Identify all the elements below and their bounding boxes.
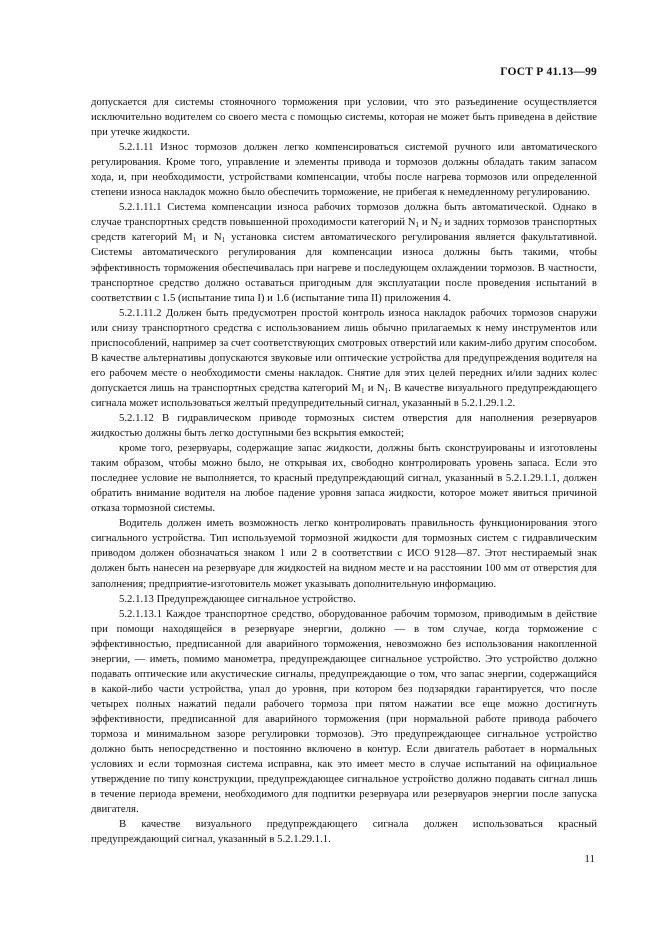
text-run: 5.2.1.12 В гидравлическом приводе тормозных систем отверстия для наполнения резервуаров жидкостью должны быть легко доступными без вскрытия емкостей;: [91, 411, 597, 440]
paragraph-driver-control: [91, 516, 597, 591]
text-run: 5.2.1.11.2 Должен быть предусмотрен простой контроль износа накладок рабочих тормозов снаружи или снизу транспортного средства с использованием лишь обычно прилагаемых к нему инструментов или приспособлений, например за счет соответствующих смотровых отверстий или каким-либо другим способом. В качестве альтернативы допускаются звуковые или оптические устройства для предупреждения водителя на его рабочем месте о необходимости смены накладок. Снятие для этих целей передних и/или задних колес допускается лишь на транспортных средства категорий M: [91, 306, 597, 394]
text-run: 5.2.1.11.1 Система компенсации износа рабочих тормозов должна быть автоматической. Однако в случае транспортных средств повышенной проходимости категорий N: [91, 201, 597, 229]
document-code-header: ГОСТ Р 41.13—99: [500, 66, 597, 78]
text-run: и задних тормозов транспортных средств категорий M: [91, 216, 597, 244]
text-run: допускается для системы стояночного торможения при условии, что это разъединение осуществляется исключительно водителем со своего места с помощью системы, которая не может быть приведена в действие при утечке жидкости.: [91, 96, 597, 139]
paragraph-5-2-1-13: [91, 592, 597, 607]
paragraph-5-2-1-11-2: [91, 306, 597, 411]
paragraph-continuation: [91, 95, 597, 140]
text-run: В качестве визуального предупреждающего сигнала должен использоваться красный предупреждающий сигнал, указанный в 5.2.1.29.1.1.: [91, 818, 597, 846]
text-run: 5.2.1.13 Предупреждающее сигнальное устройство.: [118, 592, 356, 605]
subscript: 1: [360, 386, 365, 395]
text-run: кроме того, резервуары, содержащие запас жидкости, должны быть сконструированы и изготовлены таким образом, чтобы можно было, не открывая их, свободно контролировать уровень запаса. Если это последнее условие не выполняется, то красный предупреждающий сигнал, указанный в 5.2.1.29.1.1, должен обратить внимание водителя на любое падение уровня запаса жидкости, которое может явиться причиной отказа тормозной системы.: [91, 442, 597, 515]
subscript: 2: [438, 221, 442, 230]
text-run: и N: [196, 231, 222, 244]
paragraph-5-2-1-12: [91, 411, 597, 441]
text-run: и N: [364, 381, 385, 394]
text-run: . В качестве визуального предупреждающего сигнала может использоваться желтый предупредительный сигнал, указанный в 5.2.1.29.1.2.: [91, 381, 597, 409]
paragraph-5-2-1-11-1: [91, 200, 597, 305]
text-run: Водитель должен иметь возможность легко контролировать правильность функционирования этого сигнального устройства. Тип используемой тормозной жидкости для тормозных систем с гидравлическим приводом должен обозначаться знаком 1 или 2 в соответствии с ИСО 9128—87. Этот нестираемый знак должен быть нанесен на резервуаре для жидкостей на видном месте и на расстоянии 100 мм от отверстия для заполнения; предприятие-изготовитель может указывать дополнительную информацию.: [91, 517, 597, 590]
text-run: 5.2.1.13.1 Каждое транспортное средство, оборудованное рабочим тормозом, приводимым в действие при помощи находящейся в резервуаре энергии, должно — в том случае, когда торможение с эффективностью, предписанной для аварийного торможения, невозможно без использования накопленной энергии, — иметь, помимо манометра, предупреждающее сигнальное устройство. Это устройство должно подавать оптические или акустические сигналы, предупреждающие о том, что запас энергии, содержащийся в какой-либо части устройства, упал до уровня, при котором без подзарядки гарантируется, что после четырех полных нажатий педали рабочего тормоза при пятом нажатии все еще можно достигнуть эффективности, предписанной для аварийного торможения (при нормальной работе привода рабочего тормоза и минимальном зазоре регулировки тормозов). Это предупреждающее сигнальное устройство должно быть непосредственно и постоянно включено в контур. Если двигатель работает в нормальных условиях и если тормозная система исправна, как это имеет место в случае испытаний на официальное утверждение по типу конструкции, предупреждающее сигнальное устройство должно подавать сигнал лишь в течение периода времени, необходимого для подпитки резервуара или резервуаров энергии после запуска двигателя.: [91, 607, 597, 816]
text-run: установка систем автоматического регулирования является факультативной. Системы автоматического регулирования для компенсации износа должны быть такими, чтобы эффективность торможения обеспечивалась при нагреве и последующем охлаждении тормозов. В частности, транспортное средство должно оставаться пригодным для эксплуатации после проведения испытаний в соответствии с 1.5 (испытание типа I) и 1.6 (испытание типа II) приложения 4.: [91, 231, 597, 304]
paragraph-visual-signal: [91, 817, 597, 847]
subscript: 1: [384, 386, 389, 395]
subscript: 1: [415, 221, 420, 230]
paragraph-reservoirs: [91, 441, 597, 516]
paragraph-5-2-1-13-1: [91, 607, 597, 818]
document-body: [91, 95, 597, 847]
subscript: 1: [221, 236, 226, 245]
page-number: 11: [584, 853, 595, 865]
text-run: 5.2.1.11 Износ тормозов должен легко компенсироваться системой ручного или автоматического регулирования. Кроме того, управление и элементы привода и тормозов должны обладать таким запасом хода, и, при необходимости, устройствами компенсации, чтобы после нагрева тормозов или определенной степени износа накладок можно было обеспечить торможение, не прибегая к немедленному регулированию.: [91, 141, 597, 199]
paragraph-5-2-1-11: [91, 140, 597, 200]
subscript: 1: [192, 236, 197, 245]
text-run: и N: [419, 216, 439, 229]
